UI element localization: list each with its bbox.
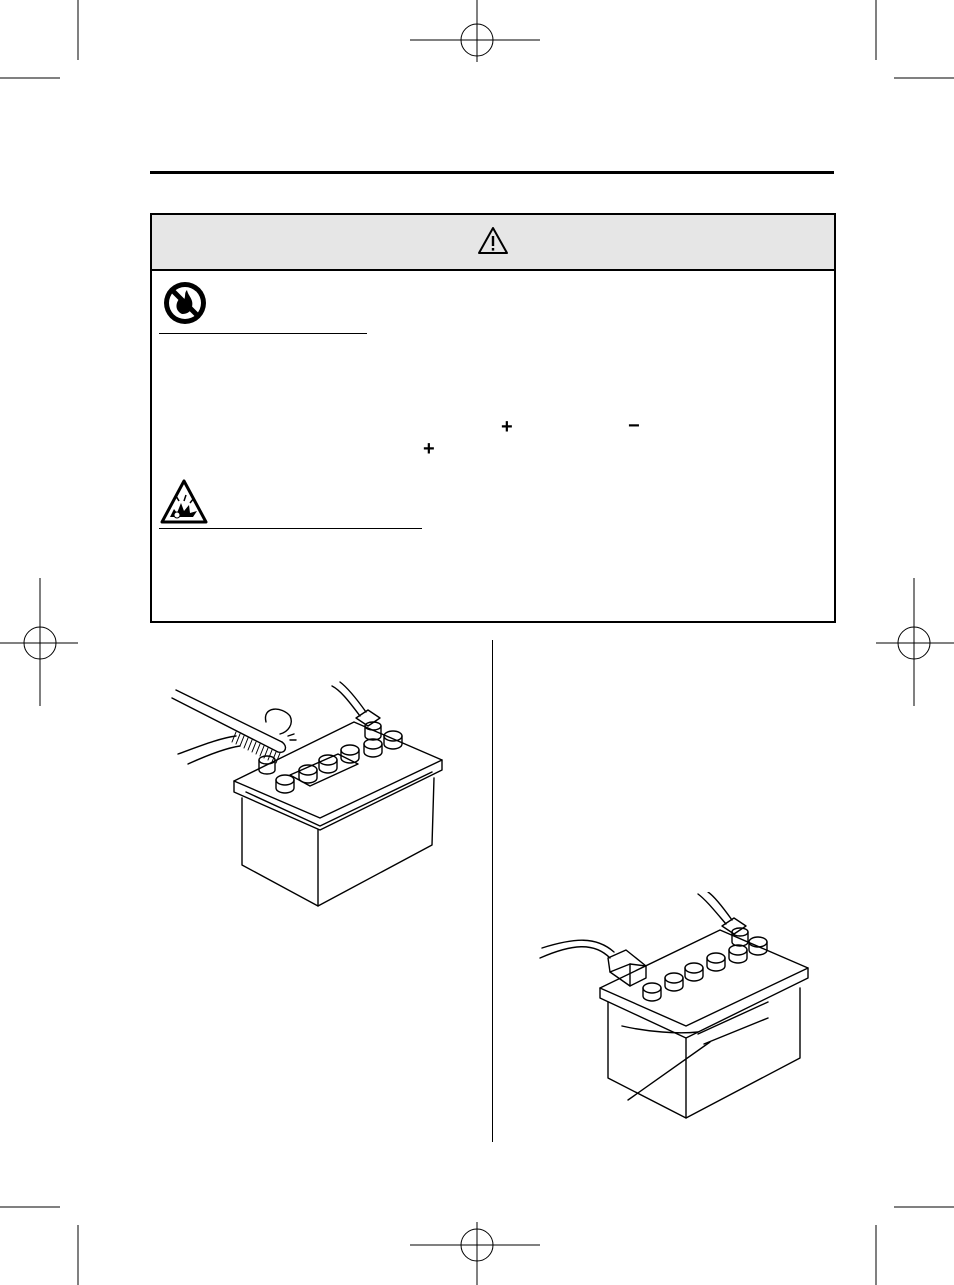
positive-terminal-symbol: +	[501, 416, 513, 438]
no-flame-underline	[159, 333, 367, 334]
no-flame-icon	[160, 278, 210, 328]
warning-triangle-icon	[477, 226, 509, 256]
column-divider	[492, 640, 493, 1142]
battery-cleaning-illustration	[170, 680, 450, 915]
battery-fluid-level-illustration	[538, 892, 818, 1122]
positive-terminal-symbol-2: +	[423, 438, 435, 460]
warning-header	[152, 215, 834, 271]
explosion-icon	[160, 479, 208, 525]
header-rule	[150, 171, 834, 174]
warning-box	[150, 213, 836, 623]
negative-terminal-symbol: −	[628, 415, 640, 437]
explosion-underline	[159, 528, 422, 529]
